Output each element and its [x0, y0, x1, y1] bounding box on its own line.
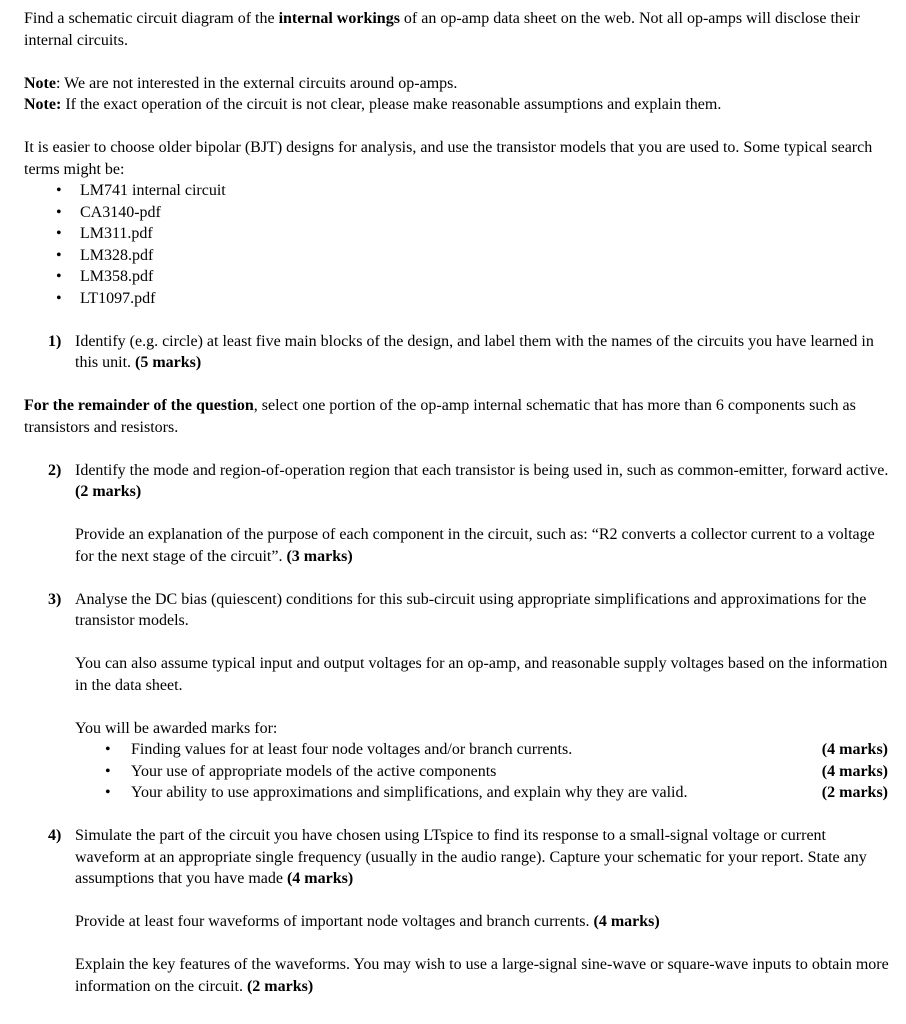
- search-term: • LM311.pdf: [56, 223, 890, 245]
- question-3-number: 3): [48, 590, 62, 608]
- search-term: • CA3140-pdf: [56, 202, 890, 224]
- question-4-sub-1-marks: (4 marks): [593, 913, 660, 930]
- search-terms-list: [24, 180, 890, 309]
- question-1-number: 1): [48, 332, 62, 350]
- question-4-sub-2-marks: (2 marks): [246, 977, 314, 995]
- question-2-number: 2): [48, 461, 62, 479]
- search-term: • LT1097.pdf: [56, 288, 890, 310]
- remainder-paragraph: For the remainder of the question, select one portion of the op-amp internal schematic that has more than 6 components such as transistors and resistors.: [24, 397, 856, 436]
- note-2: Note: If the exact operation of the circuit is not clear, please make reasonable assumptions and explain them.: [24, 96, 722, 113]
- intro-paragraph: Find a schematic circuit diagram of the internal workings of an op-amp data sheet on the web. Not all op-amps will disclose their internal circuits.: [24, 10, 860, 49]
- search-term: • LM741 internal circuit: [56, 180, 890, 202]
- marks-list: [24, 739, 890, 804]
- question-2-sub: Provide an explanation of the purpose of each component in the circuit, such as: “R2 converts a collector current to a voltage for the next stage of the circuit”. (3 marks): [75, 526, 875, 565]
- question-3-sub: You can also assume typical input and output voltages for an op-amp, and reasonable supply voltages based on the information in the data sheet.: [75, 655, 888, 694]
- question-1: 1) Identify (e.g. circle) at least five main blocks of the design, and label them with the names of the circuits you have learned in this unit. (5 marks): [48, 332, 874, 371]
- marks-value: (2 marks): [821, 784, 888, 801]
- search-term: • LM358.pdf: [56, 266, 890, 288]
- search-paragraph: It is easier to choose older bipolar (BJT) designs for analysis, and use the transistor models that you are used to. Some typical search terms might be:: [24, 139, 873, 178]
- question-4-sub-2: Explain the key features of the waveforms. You may wish to use a large-signal sine-wave or square-wave inputs to obtain more information on the circuit. (2 marks): [75, 956, 889, 995]
- marks-value: (4 marks): [821, 741, 888, 758]
- note-1: Note: We are not interested in the external circuits around op-amps.: [24, 74, 458, 92]
- search-term: • LM328.pdf: [56, 245, 890, 267]
- question-4-number: 4): [48, 827, 62, 844]
- question-4: 4) Simulate the part of the circuit you have chosen using LTspice to find its response to a small-signal voltage or current waveform at an appropriate single frequency (usually in the audio range). Capture your schematic for your report. State any assumptions that you have made (4 marks): [48, 827, 867, 887]
- question-2-sub-marks: (3 marks): [286, 547, 353, 565]
- marks-item: • Finding values for at least four node voltages and/or branch currents. (4 marks): [75, 739, 890, 761]
- question-2-marks: (2 marks): [75, 483, 142, 500]
- question-4-marks: (4 marks): [286, 870, 354, 887]
- marks-value: (4 marks): [821, 762, 888, 780]
- intro-bold: internal workings: [278, 10, 400, 27]
- question-4-sub-1: Provide at least four waveforms of important node voltages and branch currents. (4 marks): [75, 913, 660, 930]
- question-1-marks: (5 marks): [135, 354, 202, 371]
- marks-item: • Your use of appropriate models of the active components (4 marks): [75, 761, 890, 783]
- question-2: 2) Identify the mode and region-of-operation region that each transistor is being used in, such as common-emitter, forward active. (2 marks): [48, 461, 889, 500]
- question-3: 3) Analyse the DC bias (quiescent) conditions for this sub-circuit using appropriate simplifications and approximations for the transistor models.: [48, 590, 867, 629]
- marks-item: • Your ability to use approximations and simplifications, and explain why they are valid. (2 marks): [75, 782, 890, 804]
- question-3-awarded: You will be awarded marks for:: [75, 719, 278, 737]
